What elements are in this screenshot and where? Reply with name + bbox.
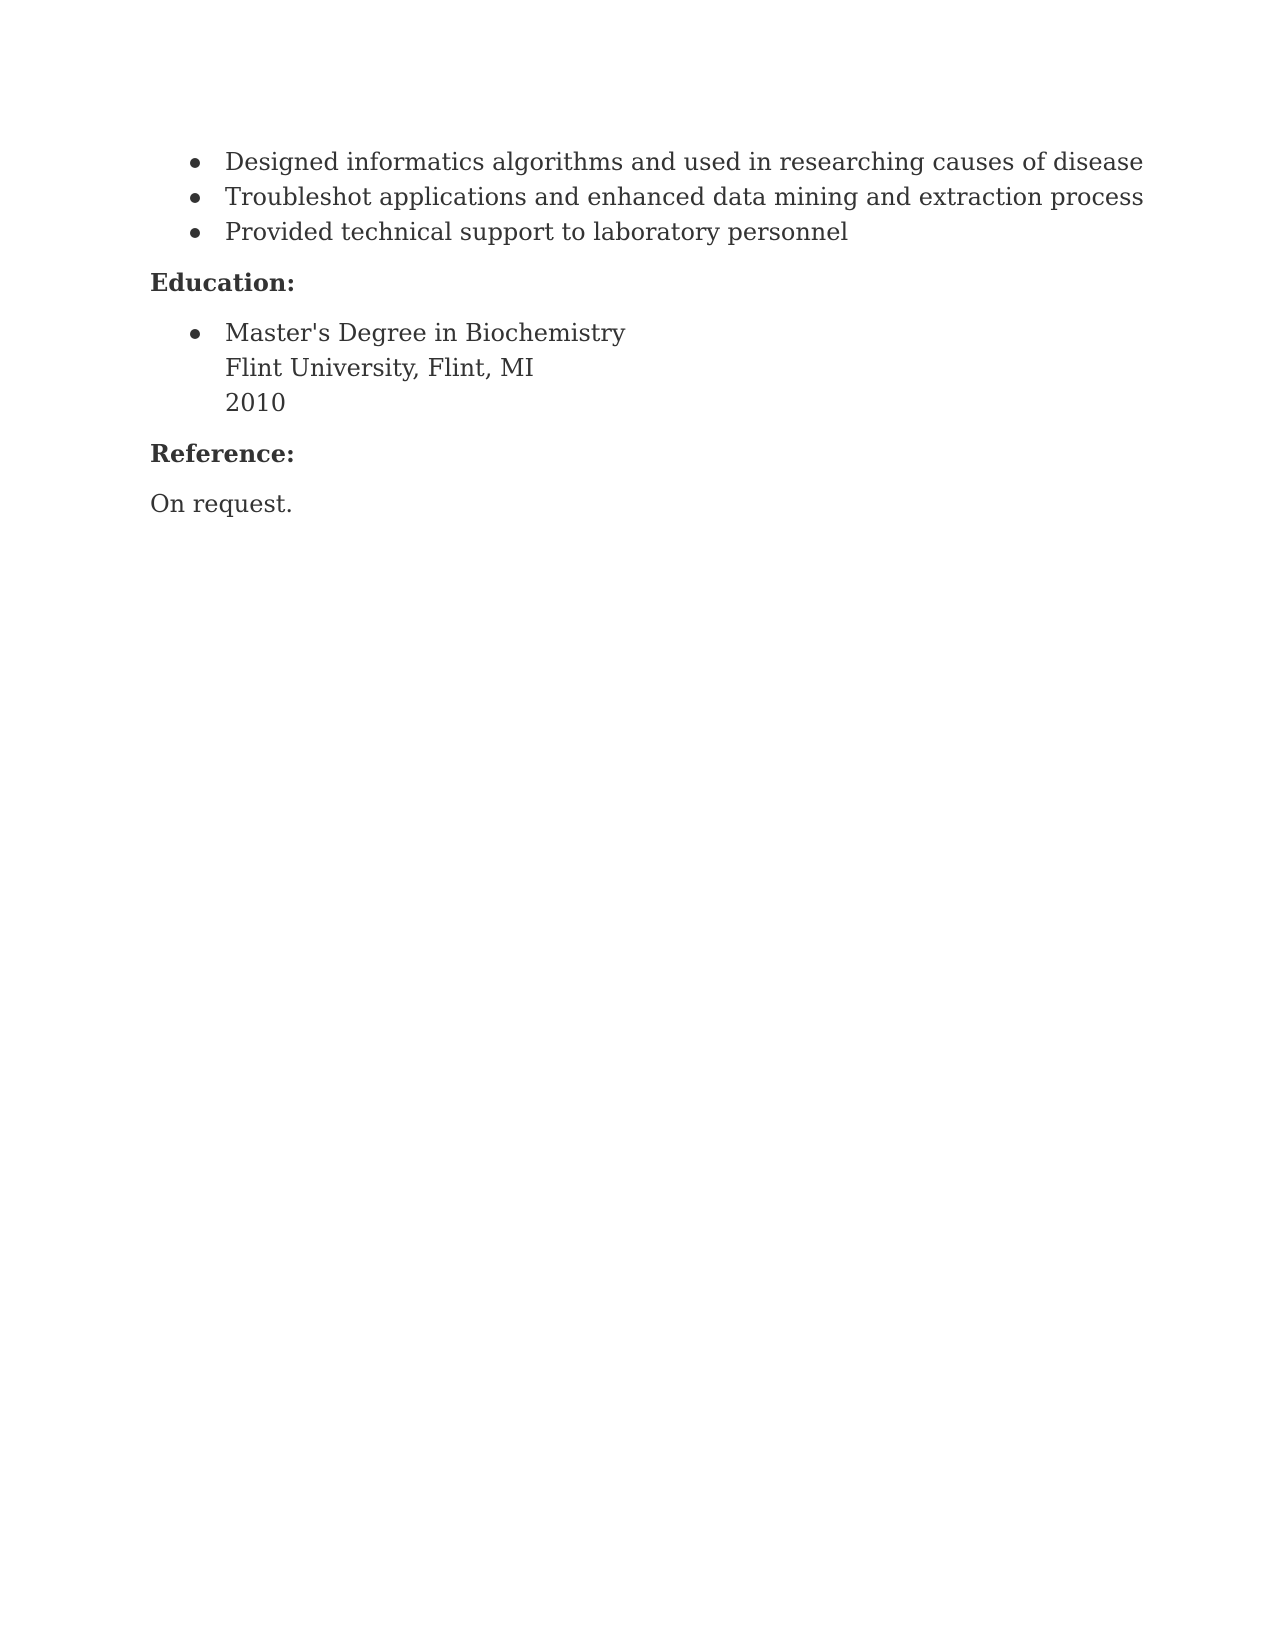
experience-bullet-text: Designed informatics algorithms and used in researching causes of disease xyxy=(225,148,1144,176)
list-item xyxy=(150,316,1125,421)
experience-list xyxy=(150,145,1144,250)
education-degree: Master's Degree in Biochemistry xyxy=(225,319,626,347)
page-content xyxy=(150,145,1144,522)
list-item xyxy=(150,215,1125,250)
list-item xyxy=(150,180,1144,215)
bullet-icon xyxy=(190,193,200,203)
bullet-icon xyxy=(190,228,200,238)
bullet-icon xyxy=(190,158,200,168)
experience-bullet-text: Troubleshot applications and enhanced data mining and extraction process xyxy=(225,183,1144,211)
education-heading: Education: xyxy=(150,268,296,297)
bullet-icon xyxy=(190,329,200,339)
education-year: 2010 xyxy=(225,389,287,417)
reference-text: On request. xyxy=(150,490,294,518)
reference-heading: Reference: xyxy=(150,439,295,468)
education-school: Flint University, Flint, MI xyxy=(225,354,535,382)
education-list xyxy=(150,316,1125,421)
list-item xyxy=(150,145,1144,180)
experience-bullet-text: Provided technical support to laboratory personnel xyxy=(225,218,849,246)
